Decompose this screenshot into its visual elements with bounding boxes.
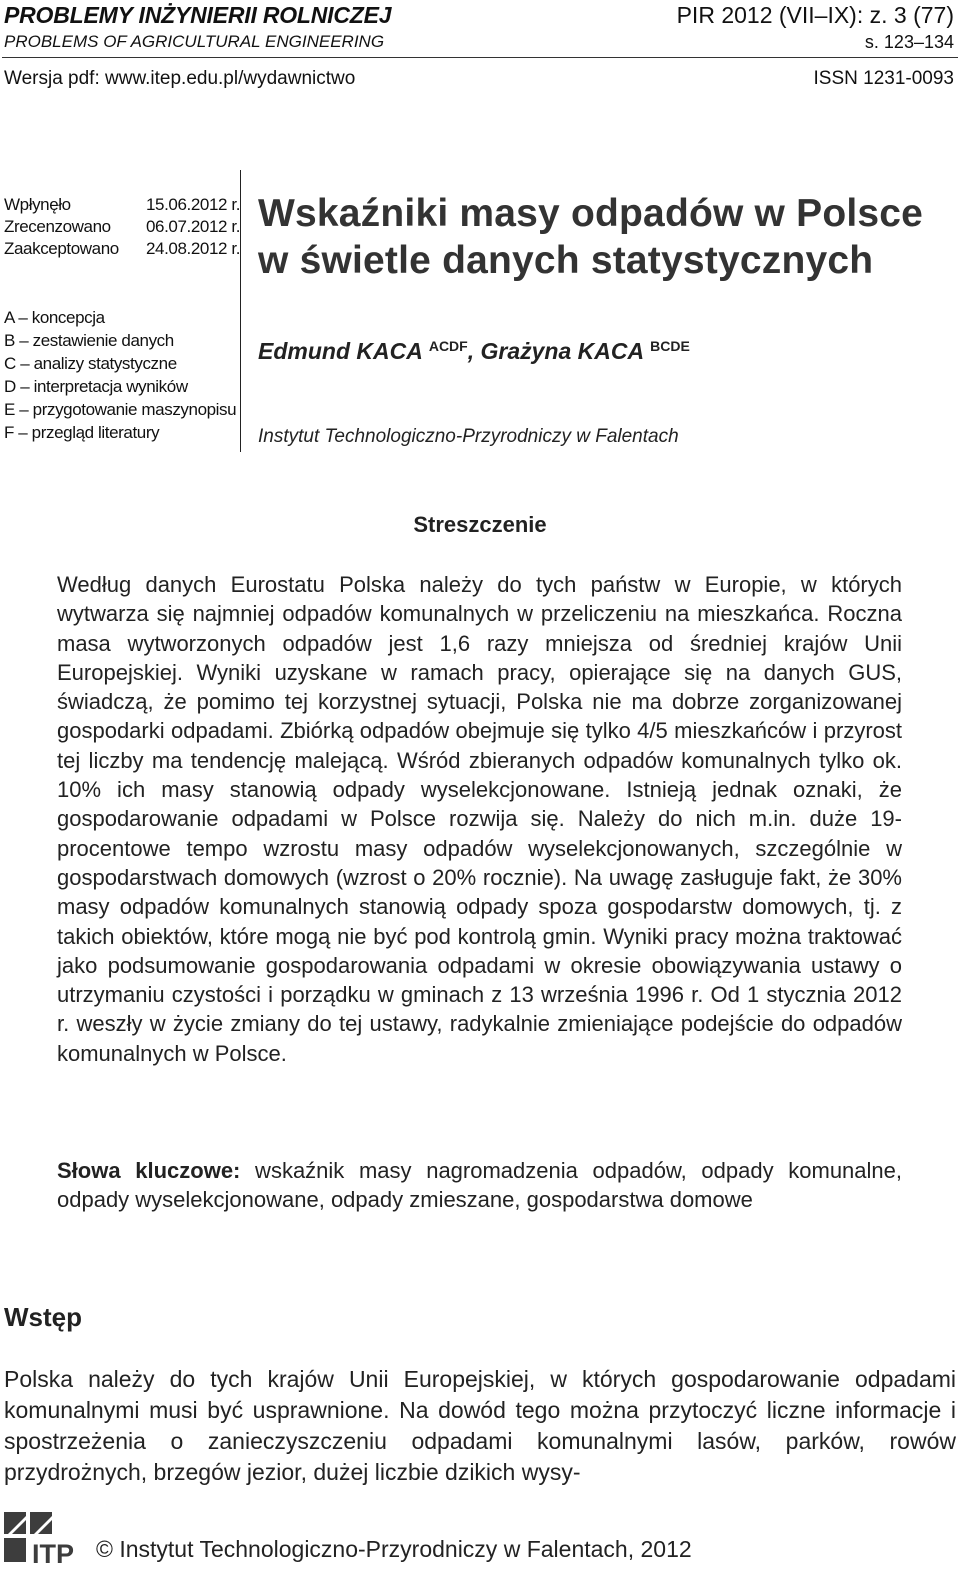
contribution-item bbox=[4, 352, 236, 375]
keywords-text: wskaźnik masy nagromadzenia odpadów, odpady komunalne, odpady wyselekcjonowane, odpady zmieszane, gospodarstwa domowe bbox=[57, 1158, 902, 1213]
pdf-version-link[interactable]: Wersja pdf: www.itep.edu.pl/wydawnictwo bbox=[4, 68, 356, 89]
date-label: Zaakceptowano bbox=[4, 239, 119, 258]
contribution-text: – przygotowanie maszynopisu bbox=[14, 400, 237, 419]
date-value: 06.07.2012 r. bbox=[146, 217, 241, 236]
contribution-item bbox=[4, 306, 236, 329]
contribution-text: – koncepcja bbox=[14, 308, 105, 327]
contribution-letter: B bbox=[4, 331, 15, 350]
paper-title-line: Wskaźniki masy odpadów w Polsce bbox=[258, 192, 924, 235]
author-name: Grażyna KACA bbox=[480, 338, 645, 364]
author-roles: ACDF bbox=[428, 338, 468, 354]
author-separator: , bbox=[467, 338, 481, 364]
contribution-item bbox=[4, 398, 236, 421]
author-roles: BCDE bbox=[650, 338, 690, 354]
contribution-letter: C bbox=[4, 354, 16, 373]
keywords bbox=[57, 1156, 902, 1215]
itp-logo-icon bbox=[2, 1510, 88, 1566]
contribution-text: – zestawienie danych bbox=[14, 331, 174, 350]
submission-dates bbox=[4, 194, 240, 260]
contribution-text: – interpretacja wyników bbox=[15, 377, 188, 396]
paper-title-line: w świetle danych statystycznych bbox=[258, 239, 874, 282]
date-value: 24.08.2012 r. bbox=[146, 239, 241, 258]
intro-text: Polska należy do tych krajów Unii Europejskiej, w których gospodarowanie odpadami komunalnymi musi być usprawnione. Na dowód tego można przytoczyć liczne informacje i spostrzeżenia o zanieczyszczeniu odpadami komunalnymi lasów, parków, rowów przydrożnych, brzegów jezior, dużej liczbie dzikich wysy- bbox=[4, 1366, 956, 1485]
journal-issue: PIR 2012 (VII–IX): z. 3 (77) bbox=[676, 2, 954, 28]
date-label: Wpłynęło bbox=[4, 195, 71, 214]
date-row-accepted bbox=[4, 238, 240, 260]
sidebar-divider bbox=[240, 170, 241, 452]
issn: ISSN 1231-0093 bbox=[813, 68, 954, 89]
date-label: Zrecenzowano bbox=[4, 217, 111, 236]
contribution-item bbox=[4, 329, 236, 352]
date-row-received bbox=[4, 194, 240, 216]
contribution-letter: D bbox=[4, 377, 16, 396]
contribution-letter: F bbox=[4, 423, 14, 442]
contribution-letter: E bbox=[4, 400, 15, 419]
copyright-notice: © Instytut Technologiczno-Przyrodniczy w Falentach, 2012 bbox=[96, 1536, 692, 1562]
author-name: Edmund KACA bbox=[258, 338, 423, 364]
contribution-item bbox=[4, 375, 236, 398]
date-row-reviewed bbox=[4, 216, 240, 238]
contribution-item bbox=[4, 421, 236, 444]
abstract-heading: Streszczenie bbox=[413, 512, 547, 537]
page-range: s. 123–134 bbox=[864, 32, 954, 52]
journal-title-en: PROBLEMS OF AGRICULTURAL ENGINEERING bbox=[4, 32, 385, 51]
author-contributions bbox=[4, 306, 236, 444]
keywords-label: Słowa kluczowe: bbox=[57, 1158, 241, 1183]
date-value: 15.06.2012 r. bbox=[146, 195, 241, 214]
author-list bbox=[258, 338, 690, 365]
paper-title bbox=[258, 190, 923, 284]
logo-text: ITP bbox=[32, 1539, 75, 1566]
contribution-text: – analizy statystyczne bbox=[15, 354, 177, 373]
journal-title-pl: PROBLEMY INŻYNIERII ROLNICZEJ bbox=[4, 2, 392, 28]
contribution-text: – przegląd literatury bbox=[13, 423, 160, 442]
affiliation: Instytut Technologiczno-Przyrodniczy w Falentach bbox=[258, 426, 679, 447]
abstract-text: Według danych Eurostatu Polska należy do tych państw w Europie, w których wytwarza się najmniej odpadów komunalnych w przeliczeniu na mieszkańca. Roczna masa wytworzonych odpadów jest 1,6 razy mniejsza od średniej krajów Unii Europejskiej. Wyniki uzyskane w ramach pracy, opierające się na danych GUS, świadczą, że pomimo tej korzystnej sytuacji, Polska nie ma dobrze zorganizowanej gospodarki odpadami. Zbiórką odpadów obejmuje się tylko 4/5 mieszkańców i przyrost tej liczby ma tendencję malejącą. Wśród zbieranych odpadów komunalnych tylko ok. 10% ich masy stanowią odpady wyselekcjonowane. Istnieją jednak oznaki, że gospodarowanie odpadami w Polsce rozwija się. Należy do nich m.in. duże 19-procentowe tempo wzrostu masy odpadów wyselekcjonowanych, szczególnie w gospodarstwach domowych (wzrost o 20% rocznie). Na uwagę zasługuje fakt, że 30% masy odpadów komunalnych stanowią odpady spoza gospodarstw domowych, tj. z takich obiektów, które mogą nie być pod kontrolą gmin. Wyniki pracy można traktować jako podsumowanie gospodarowania odpadami w okresie obowiązywania ustawy o utrzymaniu czystości i porządku w gminach z 13 września 1996 r. Od 1 stycznia 2012 r. weszły w życie zmiany do tej ustawy, radykalnie zmieniające podejście do odpadów komunalnych w Polsce. bbox=[57, 572, 902, 1066]
header-divider bbox=[2, 57, 958, 58]
contribution-letter: A bbox=[4, 308, 15, 327]
section-heading: Wstęp bbox=[4, 1302, 82, 1332]
